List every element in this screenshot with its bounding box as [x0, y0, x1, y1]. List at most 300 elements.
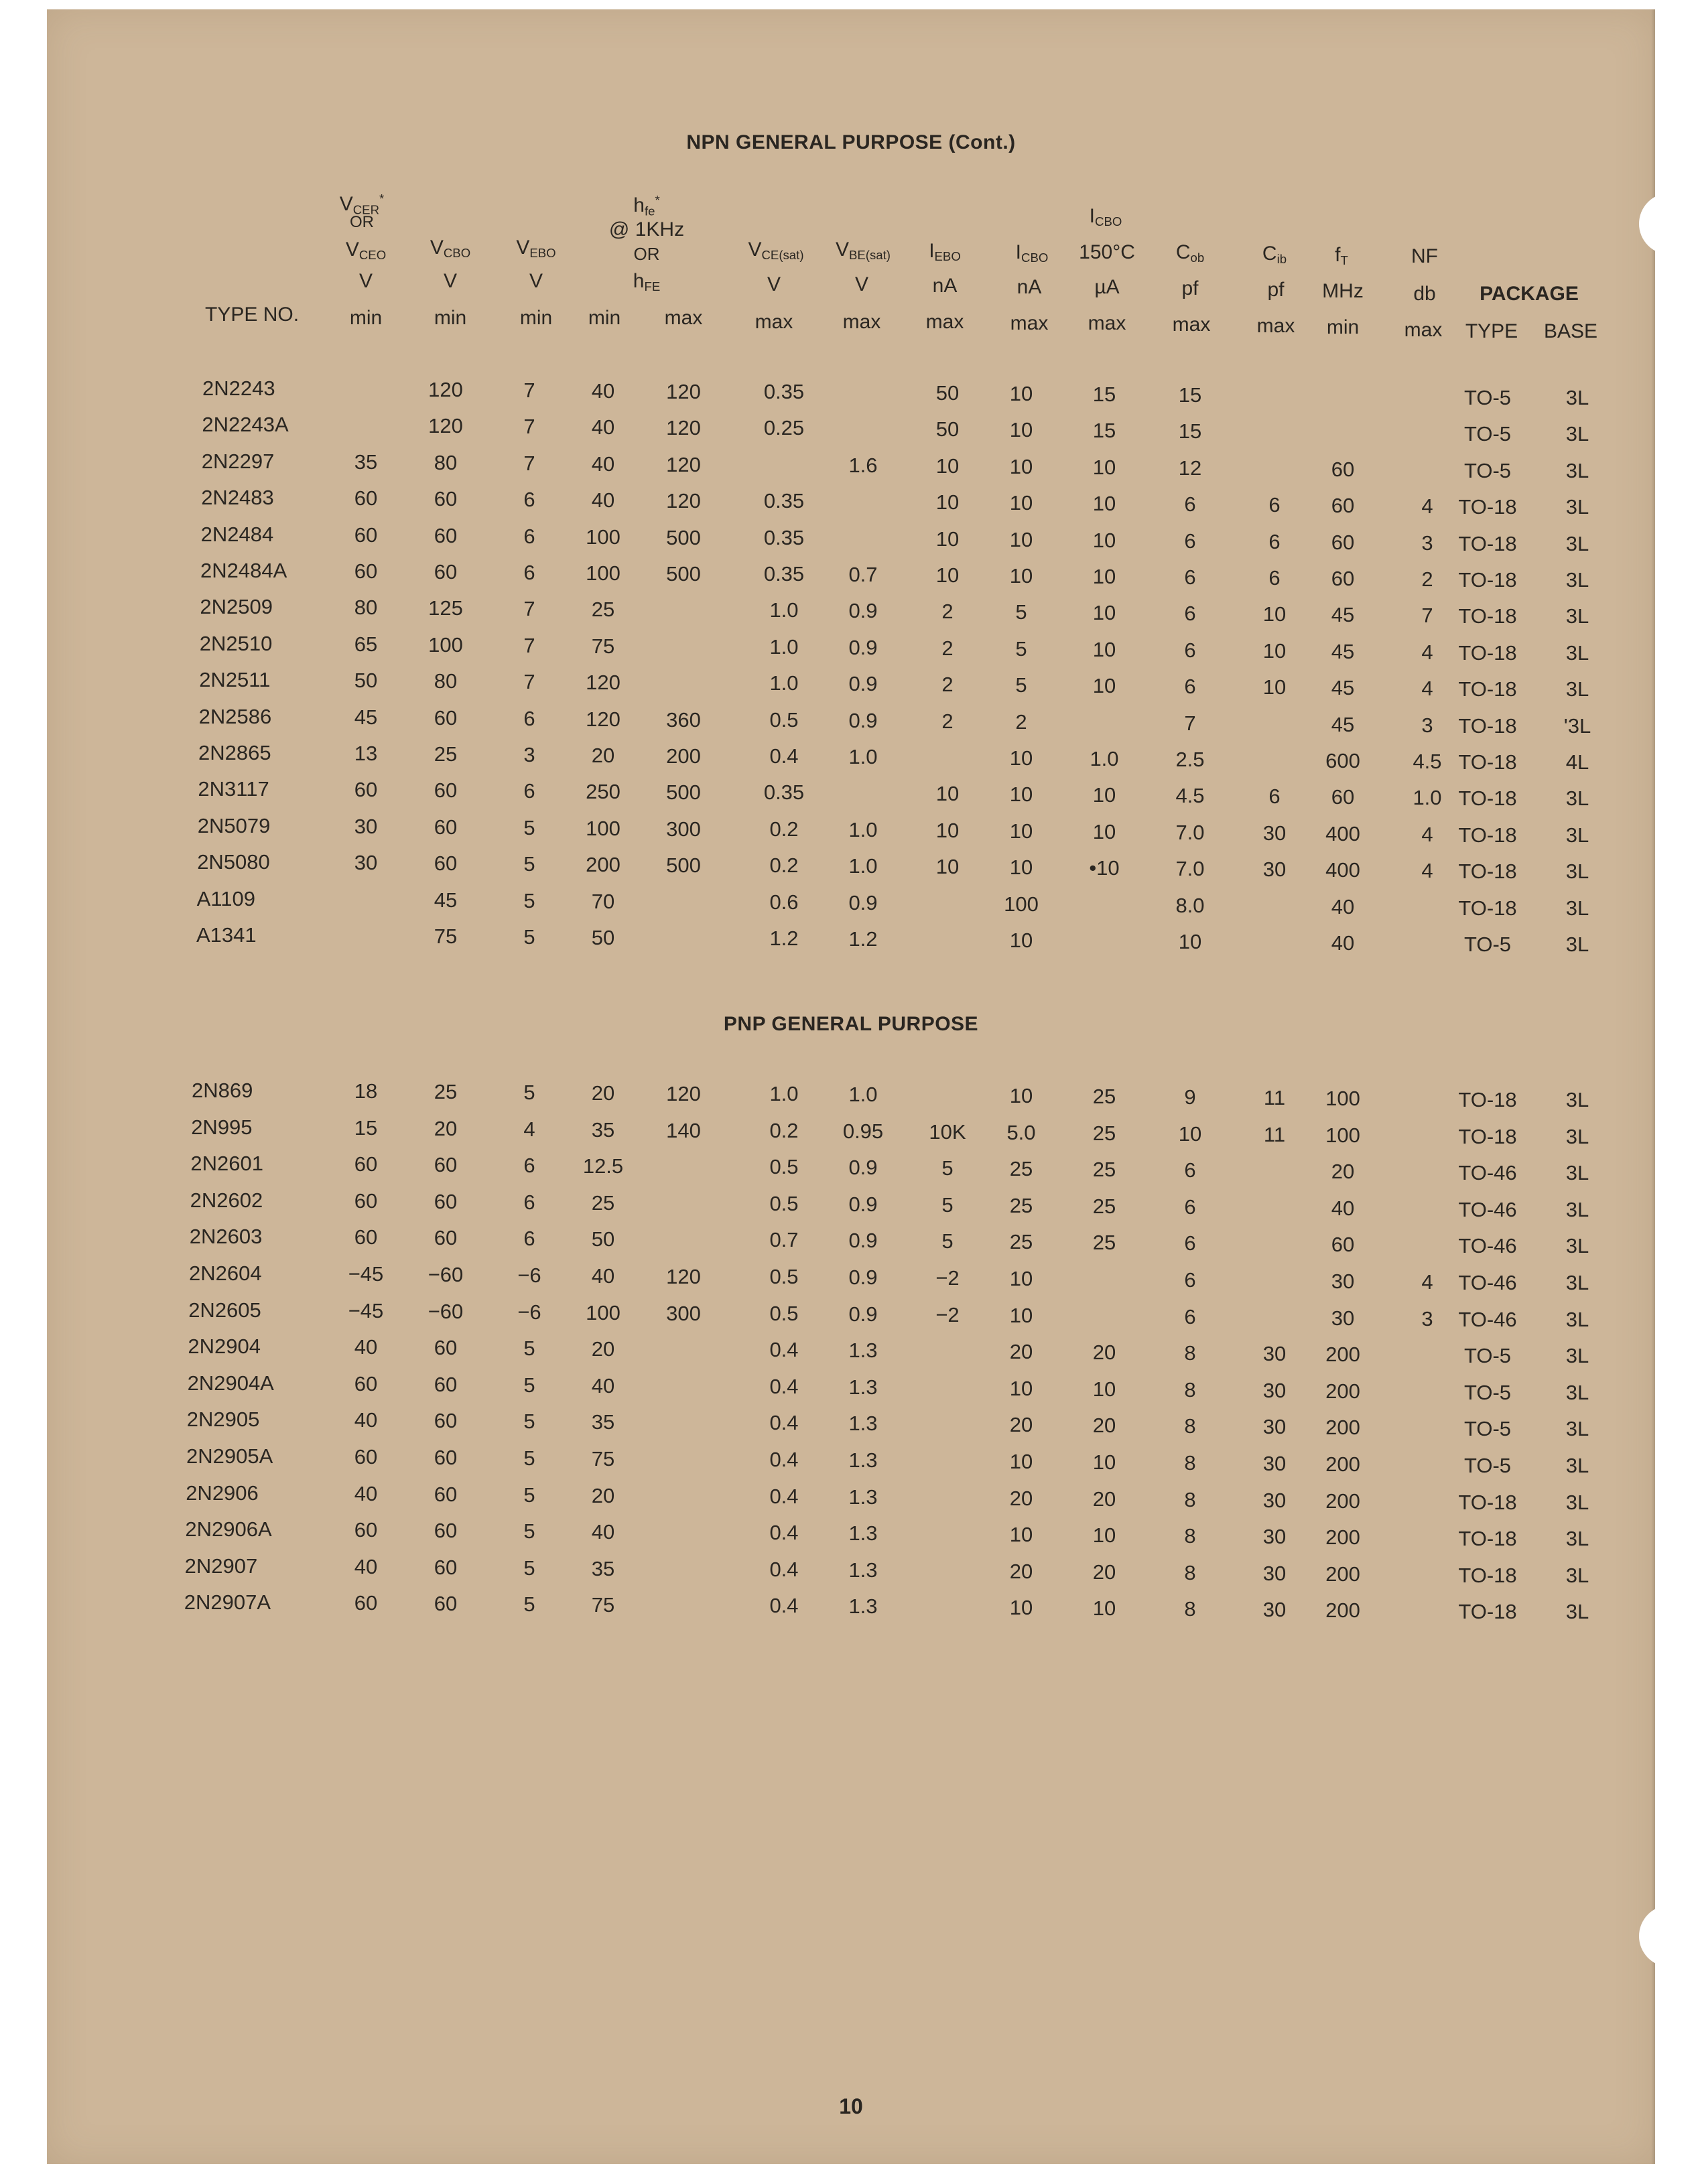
cell-iebo: 10 — [935, 454, 960, 478]
cell-type-no: 2N2605 — [188, 1298, 261, 1322]
cell-hfe-min: 200 — [586, 853, 620, 877]
cell-hfe-min: 100 — [586, 1300, 620, 1324]
cell-cob: 8 — [1184, 1560, 1196, 1584]
header-icbo: $I_{CBO}$ — [1015, 241, 1049, 265]
cell-package-type: TO-18 — [1458, 495, 1517, 519]
header-unit-mhz: MHz — [1322, 280, 1364, 302]
cell-vbesat: 1.3 — [848, 1521, 878, 1546]
cell-hfe-min: 75 — [591, 1593, 615, 1617]
cell-vcbo: 60 — [434, 1482, 458, 1506]
cell-cib: 30 — [1262, 821, 1287, 845]
cell-ft: 100 — [1325, 1123, 1360, 1147]
cell-nf: 4 — [1421, 822, 1433, 846]
cell-iebo: 10 — [935, 563, 960, 587]
cell-package-type: TO-18 — [1458, 1490, 1517, 1514]
cell-icbo-150c: 15 — [1092, 383, 1116, 406]
cell-package-type: TO-18 — [1458, 640, 1517, 665]
cell-vcer-vceo: 30 — [354, 851, 378, 875]
cell-vebo: 4 — [523, 1117, 535, 1141]
cell-ft: 60 — [1331, 1233, 1355, 1257]
cell-cob: 10 — [1178, 1121, 1202, 1146]
header-or-1: OR — [350, 213, 374, 231]
cell-vcer-vceo: 60 — [354, 1371, 378, 1395]
cell-hfe-min: 100 — [586, 561, 620, 585]
cell-hfe-min: 40 — [591, 488, 615, 513]
cell-type-no: 2N2511 — [199, 668, 271, 692]
cell-vcesat: 0.35 — [763, 562, 805, 586]
cell-cob: 8 — [1184, 1524, 1196, 1548]
cell-icbo-150c: 10 — [1092, 674, 1116, 698]
cell-icbo: 10 — [1009, 1450, 1033, 1473]
cell-icbo: 20 — [1009, 1486, 1033, 1510]
cell-vcesat: 0.5 — [769, 1265, 799, 1288]
cell-vcesat: 0.5 — [769, 1191, 799, 1215]
cell-vebo: 5 — [523, 1519, 535, 1544]
cell-vcbo: 60 — [434, 1519, 458, 1543]
cell-ft: 45 — [1331, 676, 1355, 700]
header-package: PACKAGE — [1480, 283, 1579, 305]
cell-nf: 4 — [1421, 640, 1433, 664]
cell-icbo: 10 — [1009, 454, 1033, 478]
cell-hfe-min: 40 — [591, 1520, 615, 1544]
cell-icbo: 2 — [1015, 709, 1027, 734]
cell-hfe-min: 50 — [591, 926, 615, 949]
header-unit-v4: V — [767, 273, 781, 295]
cell-package-base: 3L — [1565, 1124, 1589, 1148]
cell-nf: 7 — [1421, 604, 1433, 628]
cell-type-no: 2N2601 — [190, 1152, 263, 1176]
cell-type-no: A1109 — [196, 886, 255, 910]
cell-vbesat: 0.9 — [848, 599, 878, 623]
cell-vbesat: 0.9 — [848, 1302, 878, 1326]
cell-cib: 10 — [1262, 602, 1287, 626]
cell-icbo-150c: 25 — [1092, 1121, 1116, 1145]
header-max-4: max — [925, 311, 964, 333]
cell-vcesat: 0.2 — [769, 854, 799, 878]
cell-iebo: −2 — [935, 1266, 960, 1290]
cell-cib: 30 — [1262, 1378, 1287, 1402]
cell-icbo: 10 — [1009, 1376, 1033, 1400]
cell-hfe-min: 20 — [591, 1081, 615, 1105]
cell-vcer-vceo: 60 — [354, 486, 378, 510]
cell-ft: 200 — [1325, 1598, 1360, 1623]
cell-cob: 7 — [1184, 711, 1196, 735]
cell-icbo-150c: 20 — [1092, 1560, 1116, 1584]
cell-type-no: 2N869 — [192, 1079, 253, 1102]
cell-vebo: 6 — [523, 524, 535, 548]
cell-type-no: 2N5080 — [197, 850, 270, 874]
cell-ft: 200 — [1325, 1562, 1360, 1586]
cell-cib: 6 — [1268, 566, 1281, 590]
cell-icbo-150c: 1.0 — [1090, 747, 1119, 770]
cell-vcer-vceo: 60 — [354, 523, 378, 547]
cell-vebo: 7 — [523, 415, 535, 439]
cell-hfe-min: 35 — [591, 1410, 615, 1434]
cell-vcbo: 60 — [434, 705, 458, 730]
cell-vbesat: 0.9 — [848, 890, 878, 914]
cell-vcesat: 0.35 — [763, 489, 805, 513]
cell-vcesat: 0.2 — [769, 1118, 799, 1142]
cell-vcesat: 0.4 — [769, 1374, 799, 1398]
cell-vcesat: 0.35 — [763, 525, 805, 549]
cell-package-base: 3L — [1565, 640, 1589, 665]
cell-vcesat: 0.4 — [769, 1557, 799, 1581]
cell-ft: 40 — [1331, 894, 1355, 918]
cell-icbo-150c: 25 — [1092, 1231, 1116, 1255]
header-unit-na2: nA — [1017, 276, 1042, 298]
cell-vcesat: 0.35 — [763, 780, 805, 805]
cell-ft: 40 — [1331, 1196, 1355, 1220]
cell-vcesat: 0.4 — [769, 1448, 799, 1471]
cell-vcesat: 0.4 — [769, 1411, 799, 1435]
cell-cib: 11 — [1263, 1122, 1286, 1146]
cell-hfe-min: 40 — [591, 1264, 615, 1288]
cell-vbesat: 1.0 — [848, 854, 878, 878]
cell-cib: 30 — [1262, 1452, 1287, 1475]
cell-type-no: 2N2604 — [189, 1261, 262, 1285]
cell-icbo: 10 — [1009, 564, 1033, 588]
cell-vcer-vceo: 40 — [354, 1481, 378, 1505]
cell-vcer-vceo: 40 — [354, 1554, 378, 1578]
header-vebo: $V_{EBO}$ — [516, 236, 556, 261]
cell-hfe-min: 35 — [591, 1556, 615, 1580]
cell-vcer-vceo: 13 — [354, 742, 378, 765]
cell-vcer-vceo: 65 — [354, 632, 378, 656]
cell-icbo-150c: 20 — [1092, 1341, 1116, 1365]
cell-vbesat: 0.9 — [848, 635, 878, 659]
cell-package-base: 3L — [1565, 604, 1589, 628]
cell-vebo: 5 — [523, 1446, 535, 1470]
cell-vcer-vceo: 60 — [354, 1518, 378, 1542]
cell-vcbo: 60 — [434, 1592, 458, 1616]
header-hFE: $h_{FE}$ — [633, 270, 661, 294]
cell-vbesat: 1.3 — [848, 1594, 878, 1619]
header-unit-na1: nA — [932, 275, 958, 297]
cell-cob: 6 — [1184, 1231, 1196, 1255]
cell-package-type: TO-18 — [1458, 787, 1517, 811]
cell-cib: 6 — [1268, 784, 1281, 809]
cell-type-no: 2N3117 — [198, 777, 269, 801]
header-package-base: BASE — [1543, 320, 1598, 342]
cell-package-type: TO-46 — [1458, 1197, 1517, 1221]
header-cob: $C_{ob}$ — [1175, 241, 1205, 265]
cell-cib: 10 — [1262, 638, 1287, 663]
cell-hfe-max: 120 — [666, 1265, 701, 1288]
cell-ft: 20 — [1331, 1160, 1355, 1184]
cell-iebo: 10 — [935, 782, 960, 806]
header-or-2: OR — [633, 244, 660, 264]
cell-hfe-min: 40 — [591, 415, 615, 439]
cell-vcesat: 0.5 — [769, 1155, 799, 1179]
cell-ft: 40 — [1331, 931, 1355, 955]
cell-vcesat: 1.0 — [769, 634, 799, 659]
cell-vcbo: 25 — [434, 742, 458, 766]
cell-vcbo: 25 — [434, 1080, 458, 1103]
cell-vcesat: 0.4 — [769, 1338, 799, 1362]
header-ft: $f_T$ — [1335, 244, 1348, 268]
cell-cob: 8 — [1184, 1377, 1196, 1402]
cell-iebo: 10 — [935, 818, 960, 842]
cell-package-base: 3L — [1565, 1088, 1589, 1111]
cell-cob: 10 — [1178, 930, 1202, 953]
cell-hfe-min: 25 — [591, 1190, 615, 1215]
header-vcesat: $V_{CE(sat)}$ — [748, 238, 804, 263]
cell-package-base: 3L — [1565, 933, 1589, 956]
cell-vbesat: 0.9 — [848, 1192, 878, 1216]
cell-iebo: 50 — [935, 417, 960, 441]
cell-package-base: '3L — [1563, 713, 1591, 738]
cell-cib: 30 — [1262, 858, 1287, 882]
cell-vcbo: 125 — [428, 596, 463, 620]
cell-ft: 45 — [1331, 603, 1355, 627]
cell-vcbo: 60 — [434, 487, 458, 511]
cell-vebo: 6 — [523, 488, 535, 512]
cell-vebo: 6 — [523, 561, 535, 584]
cell-vbesat: 1.3 — [848, 1339, 878, 1363]
cell-vcesat: 0.5 — [769, 707, 799, 732]
cell-package-base: 3L — [1565, 1234, 1589, 1258]
cell-hfe-min: 20 — [591, 1337, 615, 1361]
cell-icbo: 10 — [1009, 1303, 1033, 1327]
cell-icbo: 10 — [1009, 856, 1033, 880]
cell-package-type: TO-5 — [1463, 458, 1512, 482]
header-max-6: max — [1088, 312, 1126, 334]
cell-icbo-150c: 25 — [1092, 1194, 1116, 1218]
cell-vbesat: 1.0 — [848, 745, 878, 768]
cell-package-type: TO-5 — [1463, 933, 1512, 956]
cell-iebo: 2 — [941, 600, 954, 624]
cell-hfe-max: 360 — [666, 707, 701, 732]
cell-hfe-min: 40 — [591, 379, 615, 403]
header-max-8: max — [1256, 315, 1295, 337]
cell-icbo: 10 — [1009, 746, 1033, 770]
cell-iebo: 5 — [941, 1156, 954, 1180]
cell-vcbo: 60 — [434, 1409, 458, 1433]
page-number: 10 — [839, 2094, 863, 2118]
cell-vcesat: 0.4 — [769, 1594, 799, 1618]
page-edge — [1651, 9, 1655, 2164]
cell-vebo: 5 — [523, 888, 535, 912]
cell-vbesat: 0.9 — [848, 1229, 878, 1253]
cell-vcer-vceo: 40 — [354, 1408, 378, 1432]
cell-hfe-min: 120 — [586, 671, 620, 695]
cell-package-type: TO-18 — [1458, 713, 1517, 738]
cell-ft: 60 — [1331, 785, 1355, 809]
header-unit-v2: V — [443, 270, 458, 292]
cell-cob: 9 — [1184, 1085, 1196, 1109]
cell-vbesat: 1.6 — [848, 453, 878, 477]
cell-vbesat: 0.9 — [848, 1266, 878, 1289]
cell-package-type: TO-18 — [1458, 896, 1517, 920]
header-nf: NF — [1411, 245, 1438, 267]
cell-iebo: 10K — [929, 1119, 966, 1144]
npn-section-title: NPN GENERAL PURPOSE (Cont.) — [686, 131, 1016, 153]
cell-vbesat: 1.3 — [848, 1375, 878, 1399]
cell-vcer-vceo: 80 — [354, 596, 378, 620]
cell-package-base: 3L — [1565, 1197, 1589, 1221]
cell-package-base: 4L — [1565, 750, 1589, 774]
cell-nf: 4 — [1421, 859, 1433, 883]
cell-package-base: 3L — [1565, 531, 1589, 555]
cell-icbo-150c: 10 — [1092, 455, 1116, 479]
cell-vebo: 5 — [523, 1592, 535, 1617]
cell-package-base: 3L — [1565, 1307, 1589, 1331]
cell-vcbo: 120 — [428, 414, 463, 438]
cell-package-base: 3L — [1565, 896, 1589, 920]
cell-icbo: 10 — [1009, 819, 1033, 843]
cell-hfe-min: 50 — [591, 1227, 615, 1251]
binder-hole-top — [1639, 193, 1701, 255]
cell-package-base: 3L — [1565, 1527, 1589, 1551]
cell-cib: 30 — [1262, 1561, 1287, 1585]
cell-icbo-150c: 10 — [1092, 1523, 1116, 1548]
cell-hfe-max: 500 — [666, 562, 701, 586]
cell-icbo-150c: 20 — [1092, 1414, 1116, 1438]
cell-iebo: 10 — [935, 855, 960, 879]
cell-vbesat: 1.3 — [848, 1448, 878, 1472]
cell-vcbo: 45 — [434, 888, 458, 912]
cell-package-type: TO-46 — [1458, 1307, 1517, 1331]
cell-vcbo: −60 — [428, 1263, 464, 1286]
cell-hfe-max: 120 — [666, 416, 701, 440]
cell-package-type: TO-18 — [1458, 750, 1517, 774]
cell-vcer-vceo: 45 — [354, 705, 378, 729]
cell-nf: 4 — [1421, 494, 1433, 519]
cell-vcer-vceo: 60 — [354, 1445, 378, 1469]
cell-vbesat: 0.9 — [848, 1156, 878, 1180]
cell-ft: 200 — [1325, 1379, 1360, 1403]
cell-type-no: 2N2905A — [186, 1444, 273, 1468]
header-min-4: min — [588, 307, 621, 329]
cell-ft: 30 — [1331, 1306, 1355, 1330]
cell-hfe-min: 20 — [591, 744, 615, 767]
cell-vcbo: 60 — [434, 1555, 458, 1579]
cell-nf: 4 — [1421, 677, 1433, 701]
cell-package-type: TO-18 — [1458, 860, 1517, 884]
cell-cib: 30 — [1262, 1598, 1287, 1622]
cell-vcbo: 120 — [428, 378, 463, 401]
cell-vebo: 6 — [523, 779, 535, 803]
cell-vcesat: 0.25 — [763, 416, 805, 440]
header-min-5: min — [1326, 316, 1360, 338]
cell-type-no: 2N2510 — [199, 631, 273, 655]
cell-hfe-min: 40 — [591, 1373, 615, 1397]
cell-vcbo: 80 — [434, 669, 458, 693]
cell-package-type: TO-18 — [1458, 1563, 1517, 1587]
cell-hfe-min: 250 — [586, 780, 620, 804]
cell-package-type: TO-18 — [1458, 677, 1517, 701]
cell-cob: 6 — [1184, 1158, 1196, 1182]
cell-vcesat: 0.4 — [769, 1484, 799, 1508]
cell-package-type: TO-5 — [1463, 1454, 1512, 1477]
cell-icbo: 10 — [1009, 382, 1033, 405]
cell-icbo: 20 — [1009, 1559, 1033, 1583]
cell-icbo: 25 — [1009, 1157, 1033, 1181]
header-min-2: min — [434, 307, 467, 329]
cell-vebo: 7 — [523, 451, 535, 475]
cell-package-base: 3L — [1565, 386, 1589, 409]
header-type-no: TYPE NO. — [205, 303, 300, 326]
cell-icbo-150c: 15 — [1092, 419, 1116, 443]
pnp-section-title: PNP GENERAL PURPOSE — [723, 1013, 979, 1035]
cell-icbo: 10 — [1009, 491, 1033, 515]
header-hfe: $h_{fe}^*$ — [633, 193, 660, 218]
cell-ft: 45 — [1331, 712, 1355, 736]
cell-cob: 8 — [1184, 1414, 1196, 1438]
cell-vebo: 5 — [523, 1081, 535, 1104]
cell-cob: 7.0 — [1175, 820, 1205, 844]
cell-cob: 6 — [1184, 1304, 1196, 1328]
cell-ft: 60 — [1331, 567, 1355, 590]
cell-vbesat: 1.3 — [848, 1412, 878, 1436]
cell-vebo: 5 — [523, 925, 535, 949]
cell-vcbo: 100 — [428, 632, 463, 657]
cell-icbo: 5 — [1015, 600, 1027, 624]
cell-package-base: 3L — [1565, 1454, 1589, 1477]
cell-type-no: 2N2297 — [201, 449, 275, 473]
cell-package-base: 3L — [1565, 458, 1589, 482]
cell-vebo: 5 — [523, 1337, 535, 1361]
header-min-3: min — [519, 307, 553, 329]
cell-package-type: TO-18 — [1458, 531, 1517, 555]
cell-icbo: 10 — [1009, 527, 1033, 551]
cell-vebo: 6 — [523, 1227, 535, 1251]
cell-vebo: 3 — [523, 743, 535, 766]
cell-ft: 45 — [1331, 639, 1355, 663]
cell-icbo-150c: 10 — [1092, 819, 1116, 843]
binder-hole-bottom — [1639, 1905, 1701, 1967]
cell-vcesat: 0.5 — [769, 1301, 799, 1325]
cell-vbesat: 1.0 — [848, 1083, 878, 1106]
cell-cob: 8 — [1184, 1451, 1196, 1475]
cell-iebo: 50 — [935, 381, 960, 405]
header-at-1khz: @ 1KHz — [608, 218, 685, 241]
cell-vebo: 5 — [523, 1556, 535, 1580]
cell-cob: 6 — [1184, 638, 1196, 662]
cell-iebo: 2 — [941, 673, 954, 697]
cell-icbo-150c: 10 — [1092, 601, 1116, 625]
header-unit-v5: V — [854, 273, 869, 295]
cell-package-base: 3L — [1565, 677, 1589, 701]
cell-icbo: 10 — [1009, 1084, 1033, 1107]
cell-vebo: 7 — [523, 379, 535, 402]
cell-hfe-max: 120 — [666, 1082, 701, 1105]
cell-vcbo: 60 — [434, 1189, 458, 1213]
cell-icbo: 5.0 — [1006, 1120, 1036, 1144]
cell-hfe-min: 100 — [586, 525, 620, 549]
cell-icbo: 5 — [1015, 636, 1027, 661]
cell-vcbo: −60 — [428, 1299, 464, 1323]
cell-icbo-150c: 25 — [1092, 1085, 1116, 1108]
cell-type-no: 2N2907A — [184, 1590, 271, 1615]
cell-iebo: 10 — [935, 490, 960, 515]
cell-vcesat: 0.7 — [769, 1228, 799, 1252]
cell-vcbo: 60 — [434, 778, 458, 803]
cell-package-type: TO-18 — [1458, 1600, 1517, 1624]
cell-hfe-max: 500 — [666, 525, 701, 549]
cell-vcbo: 60 — [434, 1336, 458, 1360]
cell-hfe-max: 120 — [666, 489, 701, 513]
cell-vcer-vceo: 60 — [354, 1188, 378, 1213]
cell-cib: 10 — [1262, 675, 1287, 699]
header-unit-ua: µA — [1094, 276, 1120, 298]
cell-icbo-150c: 10 — [1092, 1450, 1116, 1474]
cell-vcesat: 0.4 — [769, 744, 799, 768]
cell-icbo: 10 — [1009, 929, 1033, 952]
cell-vcbo: 75 — [434, 925, 458, 948]
header-vcer: $V_{CER}^*$ — [339, 192, 385, 217]
cell-type-no: 2N2905 — [186, 1408, 260, 1432]
